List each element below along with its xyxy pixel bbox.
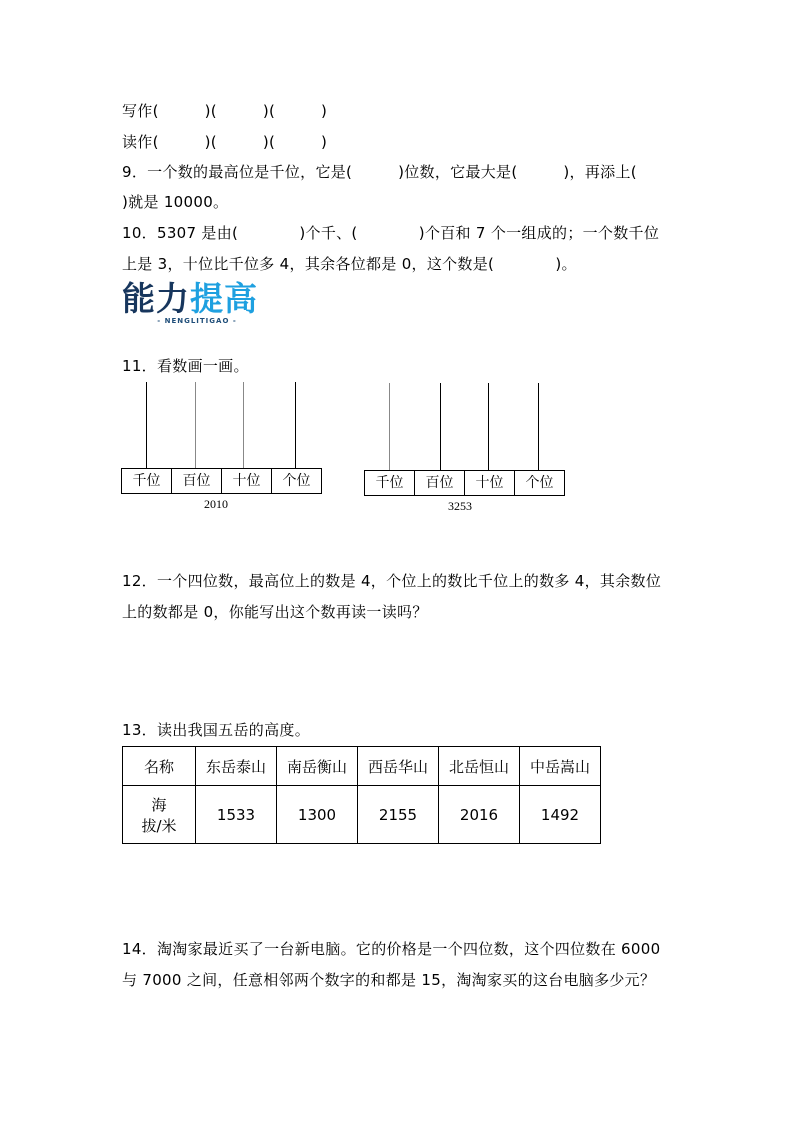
question-10-line1: 10．5307 是由( )个千、( )个百和 7 个一组成的；一个数千位: [122, 224, 660, 242]
abacus-rod-thousands: [146, 382, 147, 469]
place-value-row: [364, 470, 565, 496]
place-label-ones: 个位: [525, 475, 554, 491]
question-14-line1: 14．淘淘家最近买了一台新电脑。它的价格是一个四位数，这个四位数在 6000: [122, 940, 661, 958]
question-13: 13．读出我国五岳的高度。: [122, 721, 310, 739]
nengli-tigao-logo: [122, 280, 272, 325]
abacus-rod-ones: [295, 382, 296, 469]
write-line: 写作( )( )( ): [122, 102, 328, 120]
question-10-line2: 上是 3，十位比千位多 4，其余各位都是 0，这个数是( )。: [122, 255, 577, 273]
altitude-label-cell: [123, 786, 196, 844]
five-mountains-table: [122, 746, 601, 844]
abacus-rod-hundreds: [440, 383, 441, 471]
table-header-row: [123, 747, 601, 786]
table-header-cell: 东岳泰山: [196, 747, 277, 786]
place-label-hundreds: 百位: [172, 469, 222, 493]
table-cell: 2016: [439, 786, 520, 844]
question-14-line2: 与 7000 之间，任意相邻两个数字的和都是 15，淘淘家买的这台电脑多少元？: [122, 971, 656, 989]
abacus-rod-hundreds: [195, 382, 196, 469]
table-cell: 2155: [358, 786, 439, 844]
question-9-line2: )就是 10000。: [122, 193, 229, 211]
table-header-cell: 名称: [123, 747, 196, 786]
table-header-cell: 北岳恒山: [439, 747, 520, 786]
place-label-ones: 个位: [282, 473, 311, 489]
table-cell: 1533: [196, 786, 277, 844]
table-cell: 1300: [277, 786, 358, 844]
question-12-line1: 12．一个四位数，最高位上的数是 4，个位上的数比千位上的数多 4，其余数位: [122, 572, 662, 590]
logo-subtitle: - NENGLITIGAO -: [157, 317, 237, 325]
abacus-number: 3253: [448, 499, 472, 513]
place-value-row: [121, 468, 322, 494]
place-label-thousands: 千位: [365, 471, 415, 495]
logo-text-dark: 能力: [122, 279, 190, 318]
question-12-line2: 上的数都是 0，你能写出这个数再读一读吗？: [122, 603, 428, 621]
abacus-rod-thousands: [389, 383, 390, 471]
table-header-cell: 西岳华山: [358, 747, 439, 786]
place-label-tens: 十位: [465, 471, 515, 495]
abacus-rod-tens: [243, 382, 244, 469]
abacus-number: 2010: [204, 497, 228, 511]
place-label-tens: 十位: [222, 469, 272, 493]
abacus-rod-tens: [488, 383, 489, 471]
read-line: 读作( )( )( ): [122, 133, 328, 151]
table-cell: 1492: [520, 786, 601, 844]
table-row: [123, 786, 601, 844]
table-header-cell: 南岳衡山: [277, 747, 358, 786]
table-header-cell: 中岳嵩山: [520, 747, 601, 786]
question-11: 11．看数画一画。: [122, 357, 249, 375]
question-9-line1: 9．一个数的最高位是千位，它是( )位数，它最大是( )，再添上(: [122, 163, 637, 181]
altitude-label-line1: 海: [151, 795, 167, 814]
place-label-hundreds: 百位: [415, 471, 465, 495]
logo-text-blue: 提高: [190, 279, 258, 318]
abacus-rod-ones: [538, 383, 539, 471]
altitude-label-line2: 拔/米: [141, 816, 177, 835]
place-label-thousands: 千位: [122, 469, 172, 493]
